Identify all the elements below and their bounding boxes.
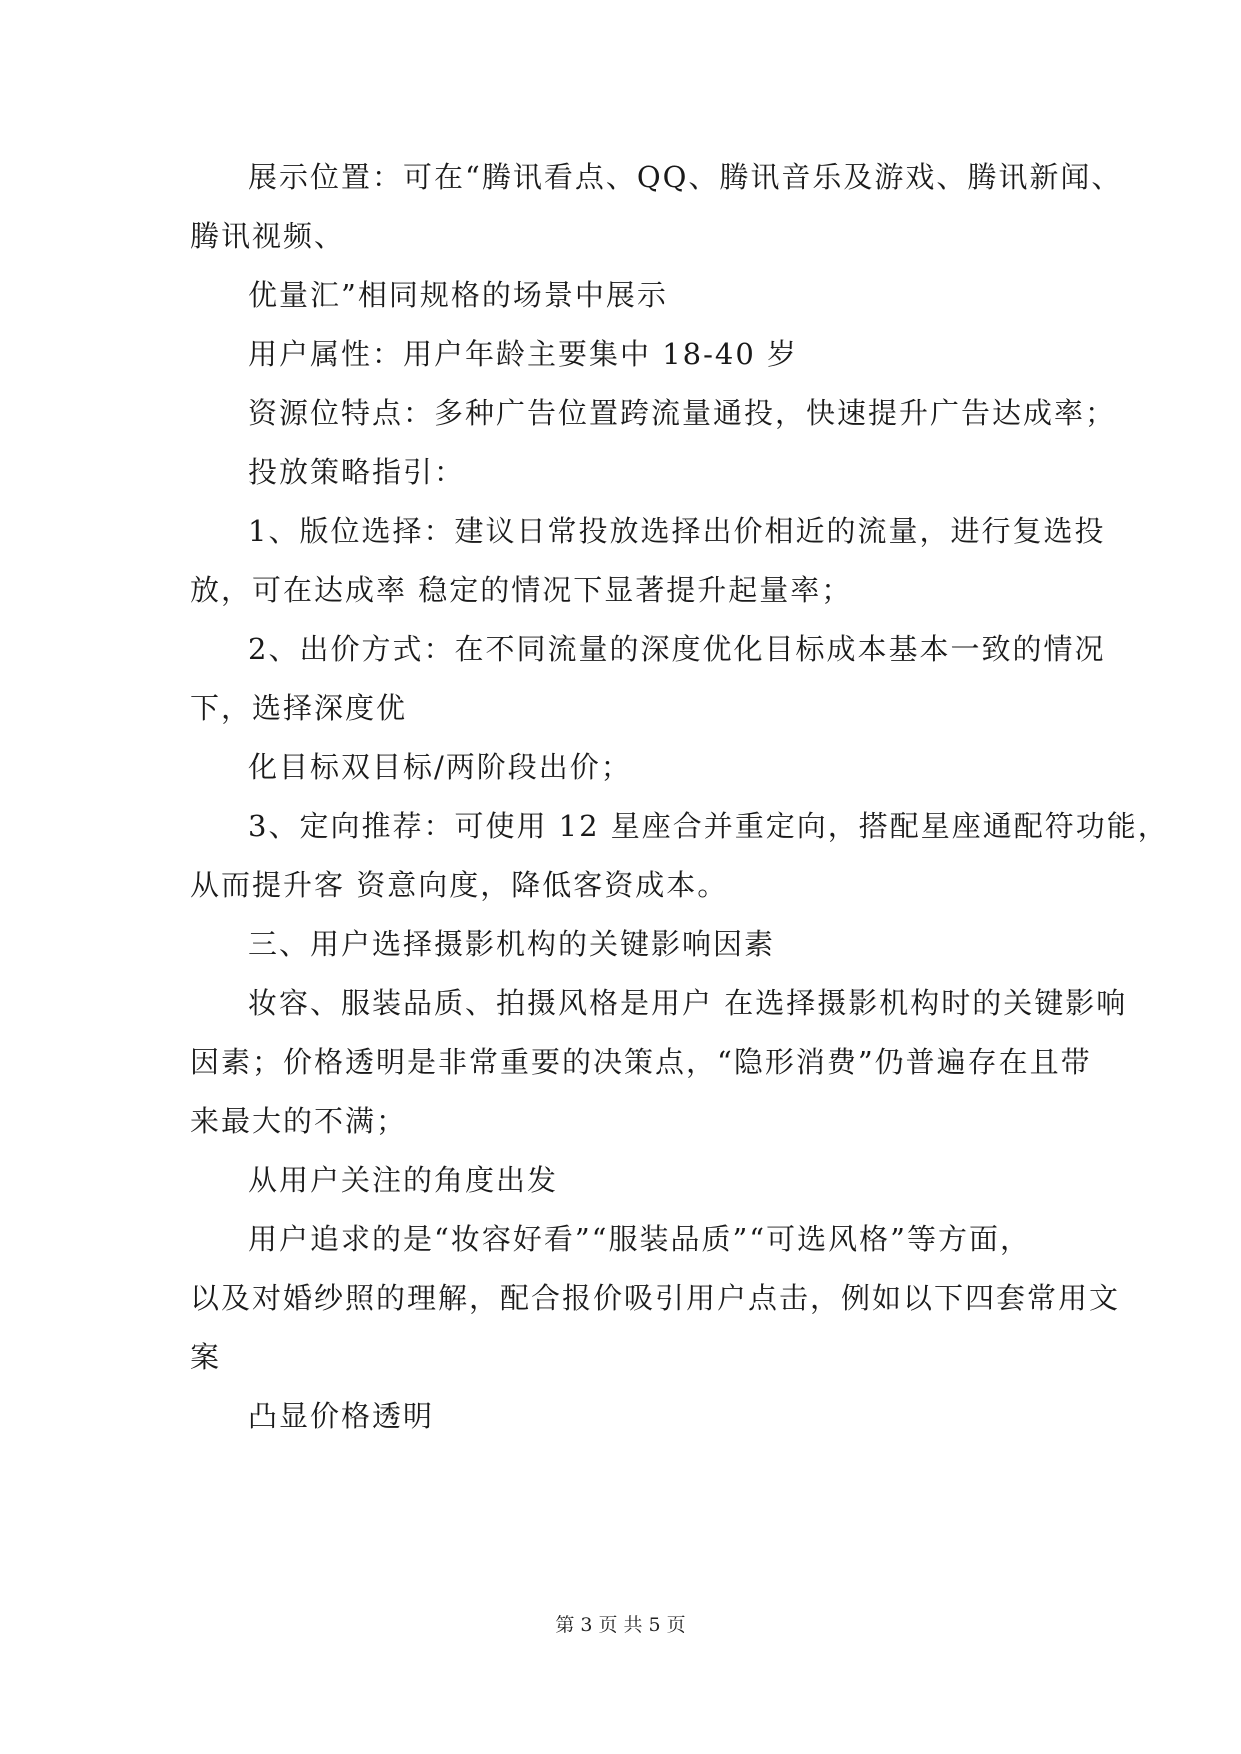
paragraph-line: 优量汇”相同规格的场景中展示 <box>248 278 668 312</box>
paragraph-line: 案 <box>190 1340 222 1374</box>
paragraph-line: 放，可在达成率 稳定的情况下显著提升起量率； <box>190 573 853 607</box>
paragraph-line: 展示位置：可在“腾讯看点、QQ、腾讯音乐及游戏、腾讯新闻、 <box>248 160 1123 194</box>
current-page-number: 3 <box>580 1614 593 1636</box>
paragraph-line: 从用户关注的角度出发 <box>248 1163 559 1197</box>
paragraph-line: 下，选择深度优 <box>190 691 408 725</box>
section-heading: 三、用户选择摄影机构的关键影响因素 <box>248 927 776 961</box>
paragraph-line: 从而提升客 资意向度，降低客资成本。 <box>190 868 729 902</box>
paragraph-line: 化目标双目标/两阶段出价； <box>248 750 632 784</box>
footer-prefix: 第 <box>555 1614 575 1636</box>
paragraph-line: 来最大的不满； <box>190 1104 408 1138</box>
paragraph-line: 1、版位选择：建议日常投放选择出价相近的流量，进行复选投 <box>248 514 1106 548</box>
page-footer <box>0 1610 1241 1637</box>
footer-suffix: 页 <box>666 1614 686 1636</box>
paragraph-line: 资源位特点：多种广告位置跨流量通投，快速提升广告达成率； <box>248 396 1117 430</box>
footer-middle: 页 共 <box>598 1614 643 1636</box>
paragraph-line: 用户追求的是“妆容好看”“服装品质”“可选风格”等方面， <box>248 1222 1031 1256</box>
paragraph-line: 3、定向推荐：可使用 12 星座合并重定向，搭配星座通配符功能， <box>248 809 1169 843</box>
paragraph-line: 妆容、服装品质、拍摄风格是用户 在选择摄影机构时的关键影响 <box>248 986 1128 1020</box>
paragraph-line: 投放策略指引： <box>248 455 466 489</box>
document-body <box>190 148 1169 1446</box>
paragraph-line: 腾讯视频、 <box>190 219 346 253</box>
paragraph-line: 2、出价方式：在不同流量的深度优化目标成本基本一致的情况 <box>248 632 1106 666</box>
paragraph-line: 以及对婚纱照的理解，配合报价吸引用户点击，例如以下四套常用文 <box>190 1281 1121 1315</box>
total-pages-number: 5 <box>648 1614 661 1636</box>
paragraph-line: 用户属性：用户年龄主要集中 18-40 岁 <box>248 337 799 371</box>
paragraph-line: 凸显价格透明 <box>248 1399 435 1433</box>
paragraph-line: 因素；价格透明是非常重要的决策点，“隐形消费”仍普遍存在且带 <box>190 1045 1092 1079</box>
